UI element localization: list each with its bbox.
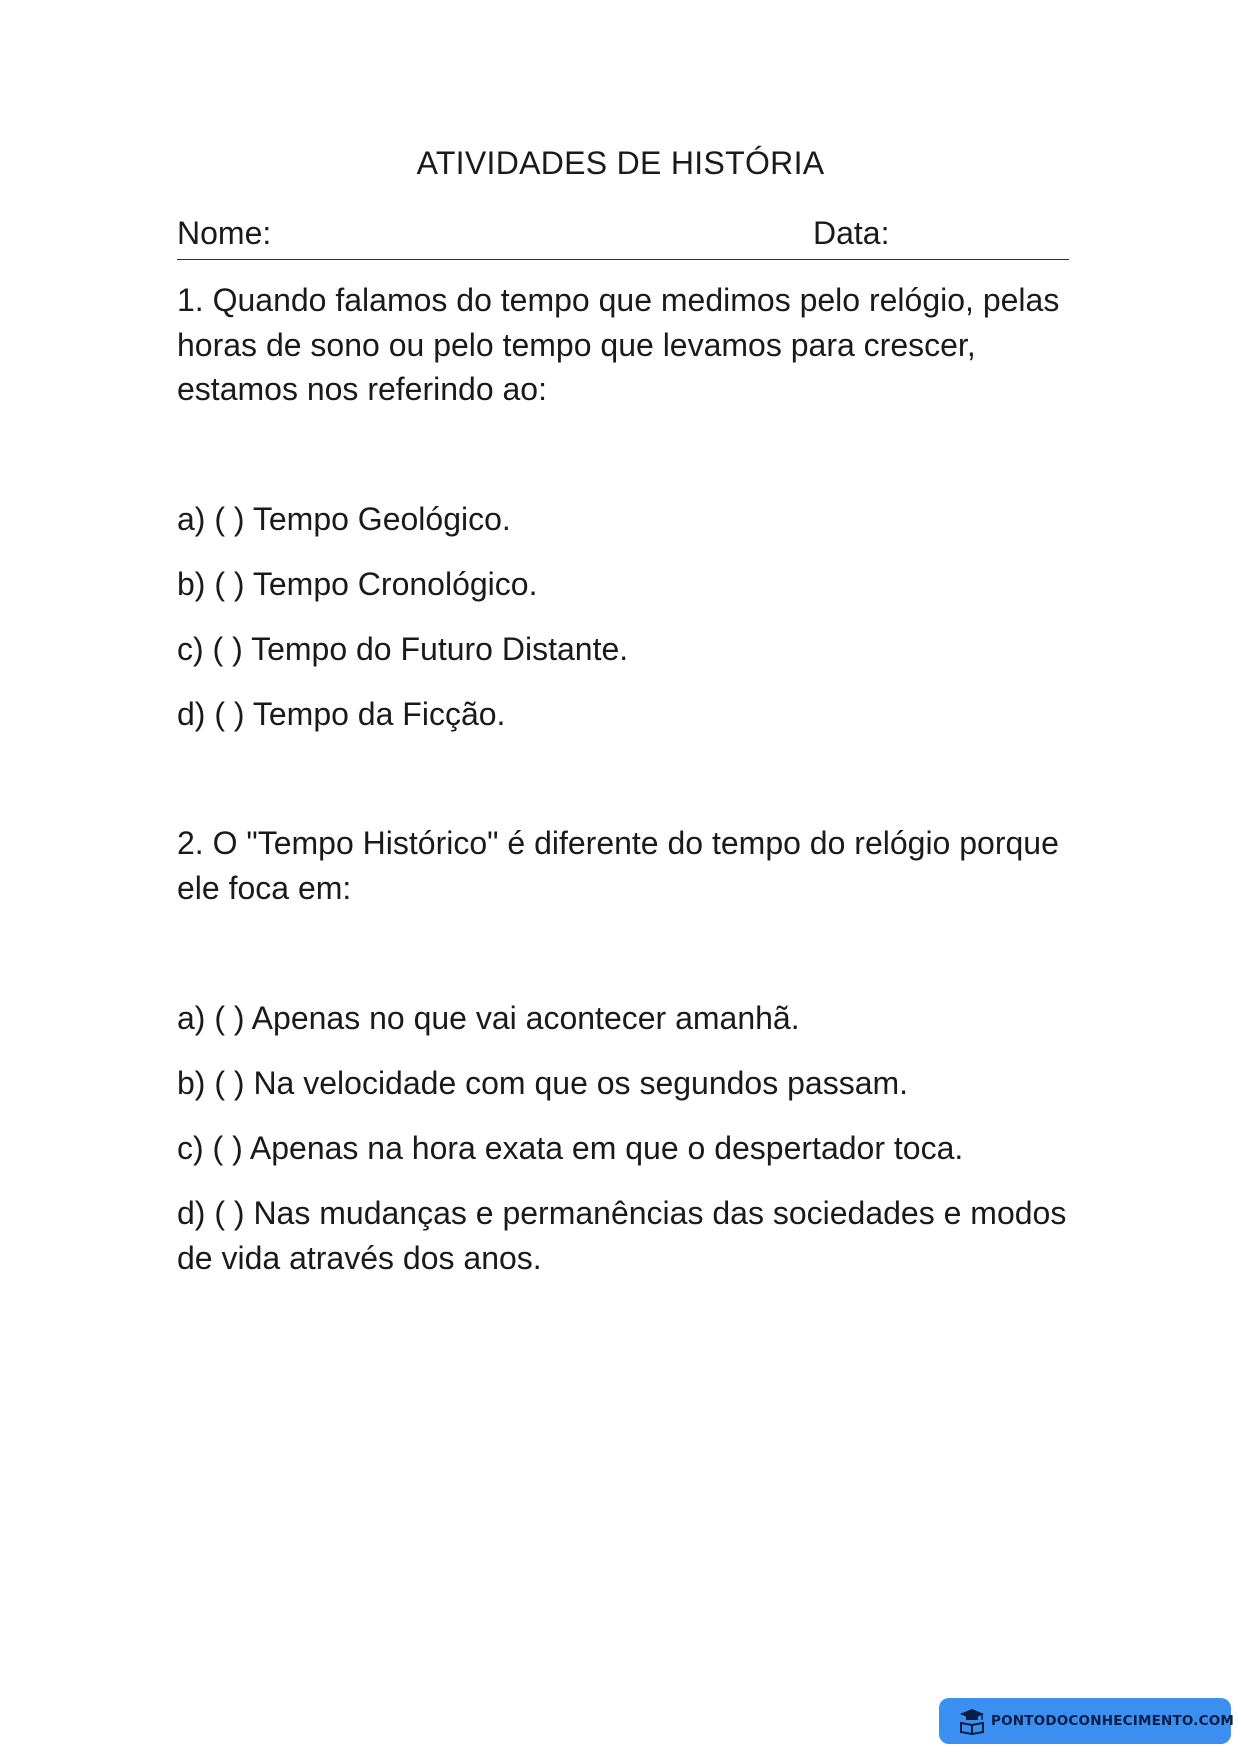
question-1-prompt: 1. Quando falamos do tempo que medimos pelo relógio, pelas horas de sono ou pelo tempo que levamos para crescer, estamos nos referindo ao: xyxy=(177,282,1060,407)
name-label: Nome: xyxy=(177,215,272,251)
date-label: Data: xyxy=(813,215,890,251)
question-2-prompt: 2. O "Tempo Histórico" é diferente do tempo do relógio porque ele foca em: xyxy=(177,825,1059,906)
question-2-option-b: b) ( ) Na velocidade com que os segundos passam. xyxy=(177,1065,909,1101)
question-1-options xyxy=(177,497,1077,757)
site-badge xyxy=(939,1698,1235,1744)
question-2-option-d: d) ( ) Nas mudanças e permanências das sociedades e modos de vida através dos anos. xyxy=(177,1195,1067,1276)
question-2-options xyxy=(177,996,1077,1301)
site-badge-label: PONTODOCONHECIMENTO.COM xyxy=(991,1713,1235,1729)
question-1-option-c: c) ( ) Tempo do Futuro Distante. xyxy=(177,631,629,667)
question-1-option-d: d) ( ) Tempo da Ficção. xyxy=(177,696,506,732)
document-title: ATIVIDADES DE HISTÓRIA xyxy=(416,145,825,181)
graduation-book-icon xyxy=(957,1706,987,1736)
question-1-option-a: a) ( ) Tempo Geológico. xyxy=(177,501,511,537)
question-1-option-b: b) ( ) Tempo Cronológico. xyxy=(177,566,538,602)
student-info-row xyxy=(177,213,1069,260)
question-2-option-c: c) ( ) Apenas na hora exata em que o despertador toca. xyxy=(177,1130,964,1166)
question-2-option-a: a) ( ) Apenas no que vai acontecer amanhã. xyxy=(177,1000,800,1036)
